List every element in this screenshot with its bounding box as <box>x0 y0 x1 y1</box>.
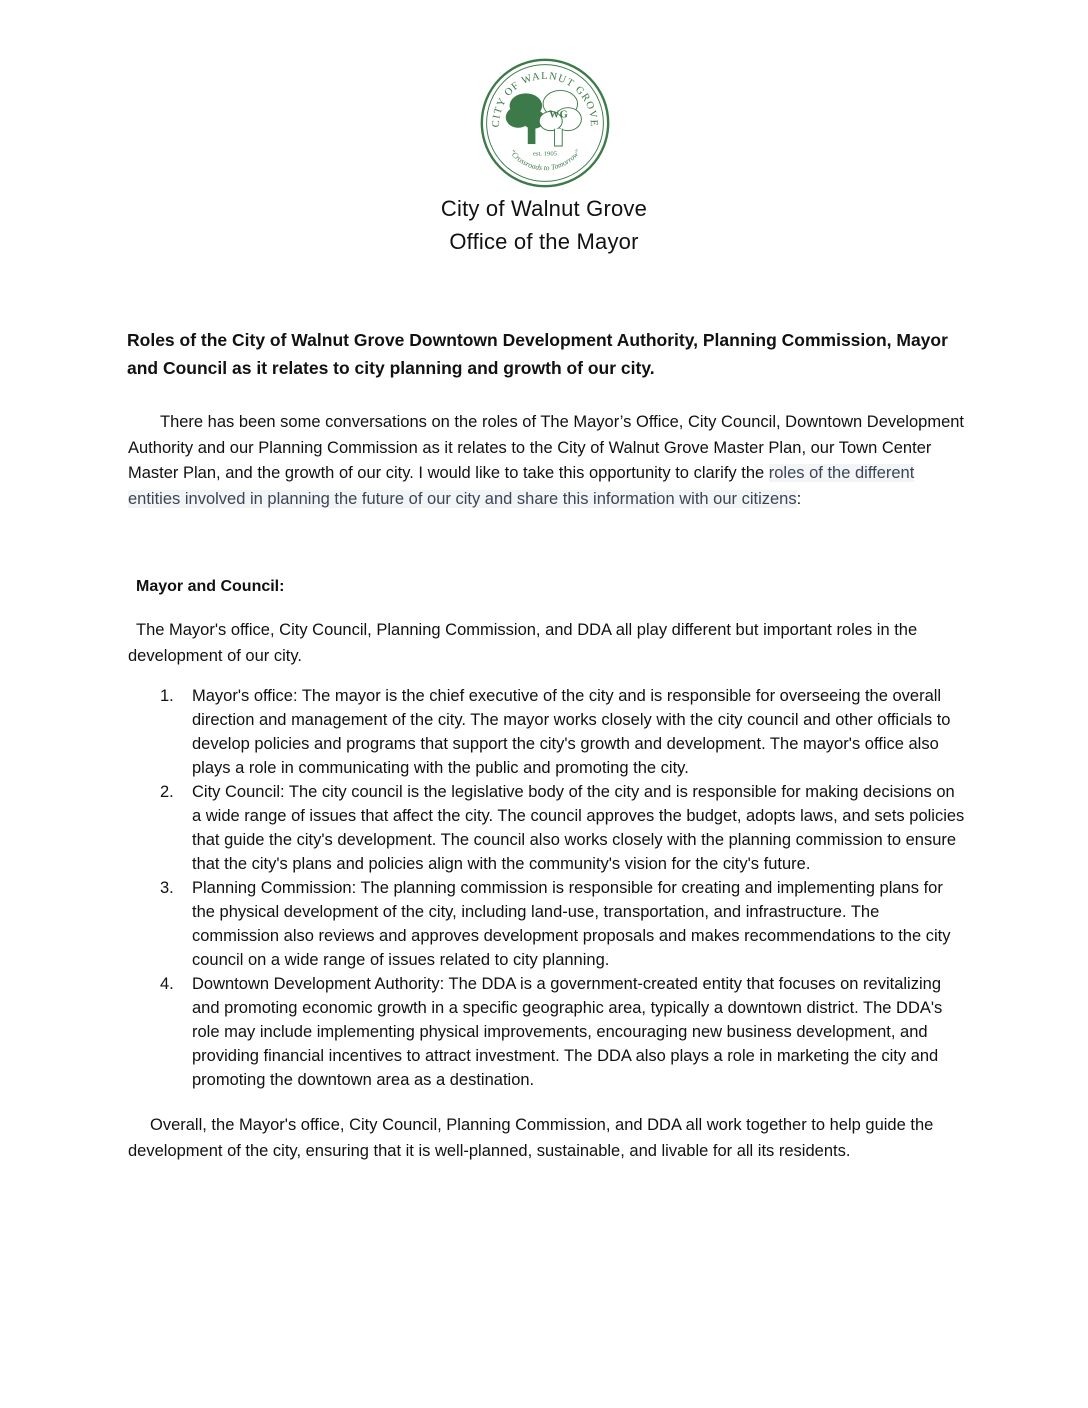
seal-monogram: WG <box>549 109 568 121</box>
intro-end: : <box>796 489 802 508</box>
list-number: 3. <box>160 879 174 897</box>
list-number: 1. <box>160 687 174 705</box>
list-text: Mayor's office: The mayor is the chief executive of the city and is responsible for overseeing the overall direction and management of the city. The mayor works closely with the city council and other officials to develop policies and programs that support the city's growth and development. The mayor's office also plays a role in communicating with the public and promoting the city. <box>192 687 951 777</box>
intro-paragraph <box>128 410 968 512</box>
list-item <box>128 972 968 1092</box>
lead-text: The Mayor's office, City Council, Planning Commission, and DDA all play different but important roles in the development of our city. <box>128 621 918 665</box>
list-item <box>128 780 968 876</box>
list-text: City Council: The city council is the legislative body of the city and is responsible for making decisions on a wide range of issues that affect the city. The council approves the budget, adopts laws, and sets policies that guide the city's development. The council also works closely with the planning commission to ensure that the city's plans and policies align with the community's vision for the city's future. <box>192 783 965 873</box>
closing-text: Overall, the Mayor's office, City Council, Planning Commission, and DDA all work together to help guide the development of the city, ensuring that it is well-planned, sustainable, and livable for all its residents. <box>128 1116 934 1160</box>
lead-paragraph <box>128 618 968 669</box>
section-heading: Mayor and Council: <box>136 578 285 595</box>
list-item <box>128 876 968 972</box>
city-name-title: City of Walnut Grove <box>440 196 648 221</box>
list-number: 2. <box>160 783 174 801</box>
list-text: Planning Commission: The planning commission is responsible for creating and implementing plans for the physical development of the city, including land-use, transportation, and infrastructure. The commission also reviews and approves development proposals and makes recommendations to the city council on a wide range of issues related to city planning. <box>192 879 951 969</box>
seal-motto: "Crossroads to Tomorrow" <box>507 147 583 173</box>
seal-outer-text: CITY OF WALNUT GROVE <box>490 70 600 128</box>
highlighted-text: roles of the different entities involved in planning the future of our city and share this information with our citizens <box>128 464 915 508</box>
seal-established: est. 1905 <box>532 150 558 158</box>
list-item <box>128 684 968 780</box>
list-text: Downtown Development Authority: The DDA is a government-created entity that focuses on revitalizing and promoting economic growth in a specific geographic area, typically a downtown district. The DDA's role may include implementing physical improvements, encouraging new business development, and providing financial incentives to attract investment. The DDA also plays a role in marketing the city and promoting the downtown area as a destination. <box>192 975 943 1089</box>
office-title: Office of the Mayor <box>449 229 639 254</box>
list-number: 4. <box>160 975 174 993</box>
city-seal-logo <box>478 56 612 190</box>
intro-text: There has been some conversations on the roles of The Mayor’s Office, City Council, Downtown Development Authority and our Planning Commission as it relates to the City of Walnut Grove Master Plan, our Town Center Master Plan, and the growth of our city. I would like to take this opportunity to clarify the <box>128 413 965 482</box>
closing-paragraph <box>128 1113 968 1164</box>
document-heading: Roles of the City of Walnut Grove Downtown Development Authority, Planning Commission, Mayor and Council as it relates to city planning and growth of our city. <box>127 330 948 378</box>
roles-list <box>128 684 968 1092</box>
